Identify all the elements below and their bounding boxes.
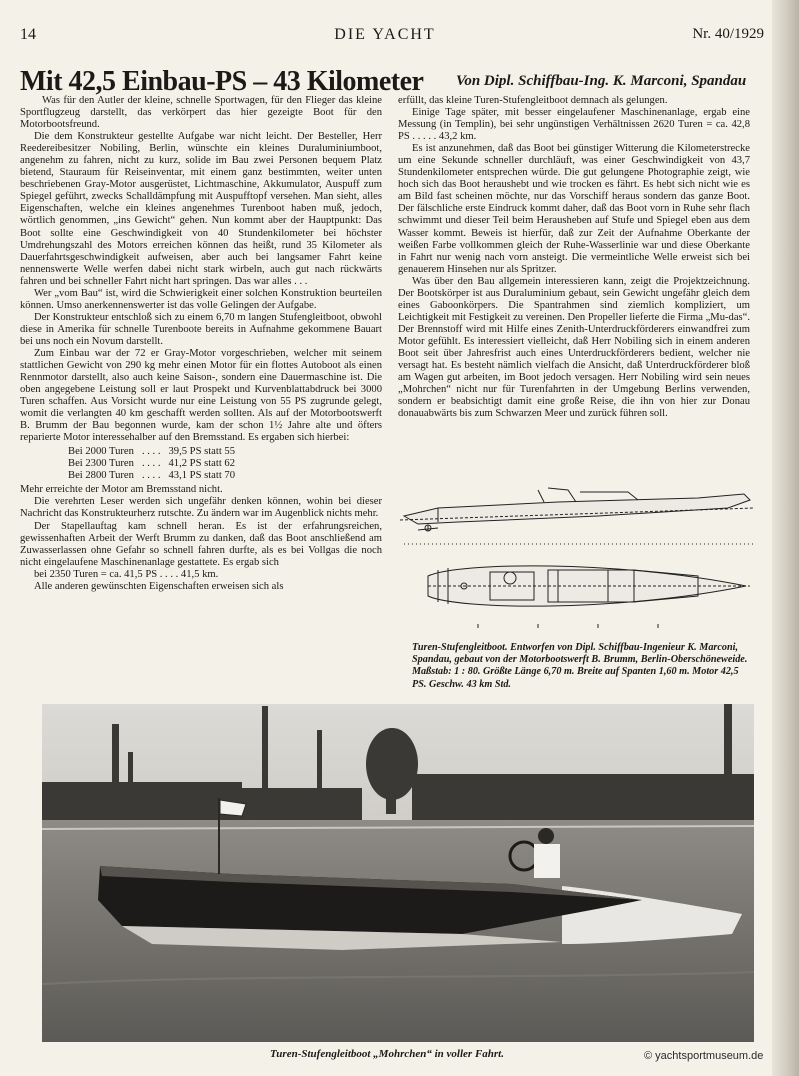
paragraph: bei 2350 Turen = ca. 41,5 PS . . . . 41,5 km. (34, 568, 219, 580)
table-cell: 39,5 PS statt 55 (168, 446, 236, 458)
copyright-credit: © yachtsportmuseum.de (644, 1050, 764, 1062)
article-title: Mit 42,5 Einbau-PS – 43 Kilometer (20, 66, 424, 97)
paragraph: Es ist anzunehmen, daß das Boot bei günstiger Witterung die Kilometerstrecke um eine Sekunde schneller durchläuft, was einer Geschwindigkeit von 43,7 Stundenkilometer entsprechen würde. Die gut gelungene Photographie zeigt, wie hoch sich das Boot heraushebt und wie trocken es fährt. Es hebt sich nicht wie es am Bild fast scheinen möchte, nur das Vorschiff heraus sondern das ganze Boot. Der fälschliche erste Eindruck kommt daher, daß das Boot vorn in Ruhe sehr flach schwimmt und dieser Teil beim Herausheben auf Stufe und Spiegel eben aus dem Wasser kommt. Beweis ist hierfür, daß zur Zeit der Aufnahme Oberkante der weißen Farbe vollkommen gleich der Ruhe-Wasserlinie war und diese Oberkante in Fahrt nur wenig nach vorn ansteigt. Die vermeintliche Welle erweist sich bei genauerem Hinsehen nur als Spritzer. (398, 143, 750, 275)
table-cell: Bei 2800 Turen (68, 470, 134, 482)
magazine-name: DIE YACHT (334, 26, 436, 43)
boat-photograph (42, 704, 754, 1042)
page-edge (772, 0, 799, 1076)
issue-number: Nr. 40/1929 (692, 26, 764, 42)
paragraph: erfüllt, das kleine Turen-Stufengleitboot demnach als gelungen. (398, 95, 668, 106)
boat-plan-drawing (398, 478, 760, 638)
table-cell: . . . . (141, 470, 161, 482)
page-number: 14 (20, 26, 36, 43)
table-cell: . . . . (141, 458, 161, 470)
paragraph: Der Stapellauftag kam schnell heran. Es ist der erfahrungsreichen, gewissenhaften Arbeit der Werft Brumm zu danken, daß das Boot anschließend am Zuwasserlassen ohne Gefahr so schnell fahren durfte, als es bei Vollgas die noch nicht eingelaufene Maschinenanlage gestattete. Es ergab sich (20, 520, 382, 568)
paragraph: Was für den Autler der kleine, schnelle Sportwagen, für den Flieger das kleine Sportflugzeug darstellt, das verkörpert das hier gezeigte Boot für den Motorbootsfreund. (20, 95, 382, 131)
drawing-caption: Turen-Stufengleitboot. Entworfen von Dipl. Schiffbau-Ingenieur K. Marconi, Spandau, gebaut von der Motorbootswerft B. Brumm, Berlin-Oberschöneweide. Maßstab: 1 : 80. Größte Länge 6,70 m. Breite auf Spanten 1,60 m. Motor 42,5 PS. Geschw. 43 km Std. (412, 642, 748, 690)
paragraph: Der Konstrukteur entschloß sich zu einem 6,70 m langen Stufengleitboot, obwohl diese in Amerika für schnelle Turenboote bereits in Aufnahme gekommene Bauart bei uns noch ein Novum darstellt. (20, 311, 382, 347)
table-row (68, 470, 243, 482)
article-byline: Von Dipl. Schiffbau-Ing. K. Marconi, Spandau (456, 73, 747, 89)
table-cell: Bei 2000 Turen (68, 446, 134, 458)
side-elevation (400, 488, 754, 544)
deck-plan (428, 566, 750, 628)
table-cell: 43,1 PS statt 70 (168, 470, 236, 482)
paragraph: Zum Einbau war der 72 er Gray-Motor vorgeschrieben, welcher mit seinem stattlichen Gewicht von 290 kg mehr einen Motor für ein flottes Autoboot als einen Rennmotor darstellt, also auch keine Saison-, sondern eine Dauermaschine ist. Die oben angegebene Leistung soll er laut Prospekt und Kurvenblattabdruck bei 3000 Turen schaffen. Aus Vorsicht wurde nur eine Leistung von 55 PS zugrunde gelegt, womit die verlangten 40 km geschafft werden sollten. Als auf der Motorbootswerft B. Brumm der Bau begonnen wurde, kam der schon 1½ Jahre alte und öfters reparierte Motor interessehalber auf den Bremsstand. Es ergaben sich hierbei: (20, 347, 382, 444)
page-header (0, 26, 770, 46)
paragraph: Die verehrten Leser werden sich ungefähr denken können, wohin bei dieser Nachricht das Konstrukteurherz rutschte. Zu ändern war im Augenblick nichts mehr. (20, 496, 382, 520)
text-column-right (398, 95, 750, 481)
paragraph: Mehr erreichte der Motor am Bremsstand nicht. (20, 484, 223, 496)
paragraph: Wer „vom Bau“ ist, wird die Schwierigkeit einer solchen Konstruktion beurteilen können. Umso anerkennenswerter ist das volle Gelingen der Aufgabe. (20, 287, 382, 311)
paragraph: Einige Tage später, mit besser eingelaufener Maschinenanlage, ergab eine Messung (in Templin), bei sehr ungünstigen Verhältnissen 2620 Turen = ca. 42,8 PS . . . . . 43,2 km. (398, 107, 750, 143)
table-row (68, 458, 243, 470)
paragraph: Die dem Konstrukteur gestellte Aufgabe war nicht leicht. Der Besteller, Herr Reedereibesitzer Nobiling, Berlin, wünschte ein kleines Duraluminiumboot, angenehm zu fahren, nicht zu kurz, solide im Bau zwei Personen bequem Platz bietend, Stauraum für Reiseinventar, mit einem ganz bestimmten, weiter unten beschriebenen Gray-Motor ausgerüstet, Lichtmaschine, Akkumulator, Auspuff zum Spiegel geführt, zwecks Schalldämpfung mit Auspufftopf versehen. Man sieht, alles Eigenschaften, welche ein kleines angenehmes Turenboot haben muß, jedoch, wörtlich genommen, „ins Gewicht“ gehen. Nun kommt aber der Hauptpunkt: Das Boot sollte eine Geschwindigkeit von 40 Stundenkilometer bei höchster Umdrehungszahl des Motors erreichen können das heißt, rund 35 Kilometer als Dauerfahrtsgeschwindigkeit aufweisen, aber auch bei langsamer Fahrt keine nennenswerte Welle werfen dabei nicht stark wirbeln, auch gut nach rückwärts fahren und bei schneller Fahrt nicht hart springen. Das war alles . . . (20, 131, 382, 287)
text-column-left (20, 95, 382, 695)
table-cell: 41,2 PS statt 62 (168, 458, 236, 470)
table-row (68, 446, 243, 458)
photo-caption: Turen-Stufengleitboot „Mohrchen“ in voller Fahrt. (270, 1048, 504, 1060)
paragraph: Was über den Bau allgemein interessieren kann, zeigt die Projektzeichnung. Der Bootskörper ist aus Duraluminium gebaut, sein Gewicht ungefähr gleich dem eines Gaboonkörpers. Die Spantrahmen sind ziemlich kompliziert, um Leichtigkeit mit Festigkeit zu vereinen. Den Propeller lieferte die Firma „Mu-das“. Der Brennstoff wird mit Hilfe eines Zenith-Unterdruckförderers einwandfrei zum Motor gefühlt. Es interessiert vielleicht, daß Herr Nobiling sich in einem anderen Boot seit über Jahresfrist auch eines Unterdruckförderers bedient, welcher nie versagt hat. Es besteht nämlich vielfach die Ansicht, daß Unterdruckförderer bloß am Wagen gut arbeiten, im Boot jedoch versagen. Herr Nobiling wird sein neues „Mohrchen“ nicht nur für Turenfahrten in der Umgebung Berlins verwenden, sondern er beabsichtigt damit eine große Reise, die ihn von hier zur Donau donauabwärts bis zum Schwarzen Meer und zurück führen soll. (398, 275, 750, 420)
table-cell: Bei 2300 Turen (68, 458, 134, 470)
paragraph: Alle anderen gewünschten Eigenschaften erweisen sich als (34, 580, 284, 592)
table-cell: . . . . (141, 446, 161, 458)
measurement-table (68, 446, 243, 482)
